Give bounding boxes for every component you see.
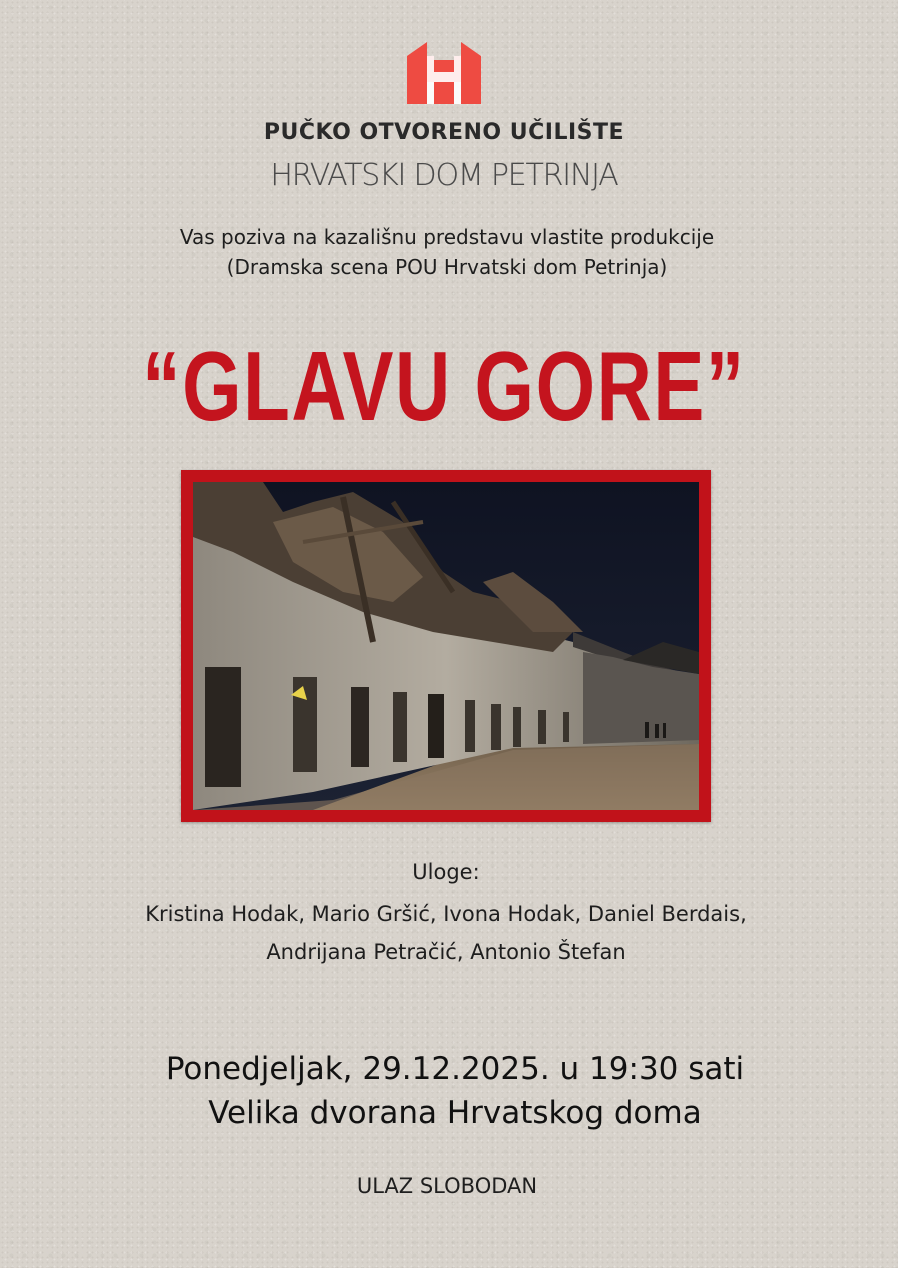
- invitation-text: [0, 222, 894, 282]
- play-title: “GLAVU GORE”: [142, 331, 746, 441]
- cast-line1: Kristina Hodak, Mario Gršić, Ivona Hodak, Daniel Berdais,: [145, 902, 747, 926]
- event-venue: Velika dvorana Hrvatskog doma: [208, 1095, 702, 1131]
- admission-note: ULAZ SLOBODAN: [356, 1174, 538, 1198]
- event-date-time: Ponedjeljak, 29.12.2025. u 19:30 sati: [165, 1051, 745, 1087]
- damaged-buildings-photo: [193, 482, 699, 810]
- invitation-line2: (Dramska scena POU Hrvatski dom Petrinja): [226, 255, 668, 279]
- organization-name-line2: HRVATSKI DOM PETRINJA: [270, 158, 618, 193]
- cast-line2: Andrijana Petračić, Antonio Štefan: [266, 940, 626, 964]
- house-h-logo-icon: [407, 42, 481, 104]
- invitation-line1: Vas poziva na kazališnu predstavu vlastite produkcije: [179, 225, 715, 249]
- photo-frame: [181, 470, 711, 822]
- roles-label: Uloge:: [412, 860, 480, 884]
- cast-list: [0, 895, 892, 971]
- organization-name-line1: PUČKO OTVORENO UČILIŠTE: [263, 120, 625, 145]
